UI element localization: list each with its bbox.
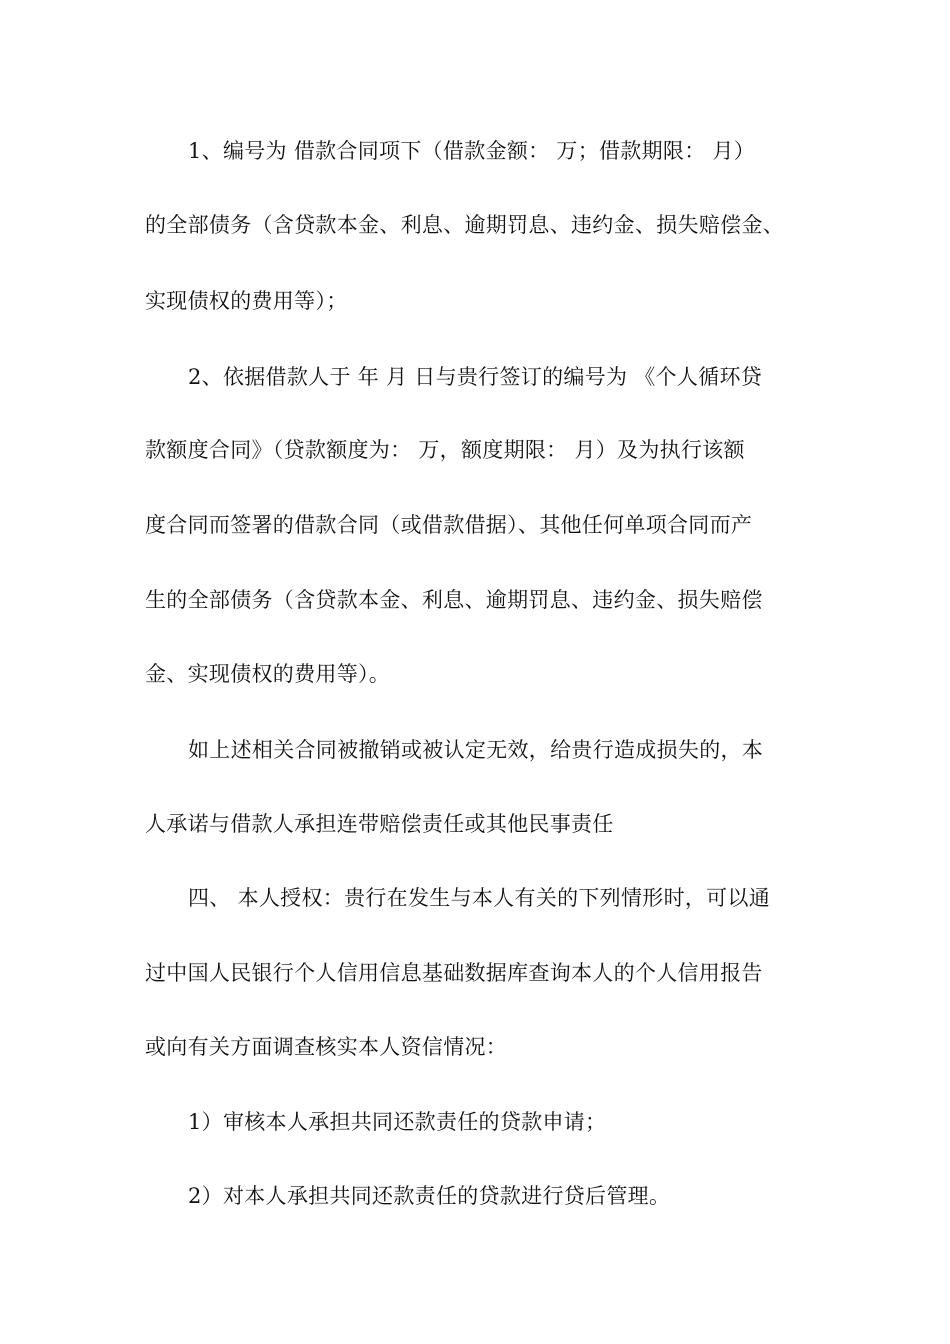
section-4-line-3: 或向有关方面调查核实本人资信情况： [145,1035,508,1059]
paragraph-2-line-3: 度合同而签署的借款合同（或借款借据）、其他任何单项合同而产 [145,513,753,537]
paragraph-1-line-3: 实现债权的费用等）； [145,289,348,313]
paragraph-3-line-1: 如上述相关合同被撤销或被认定无效，给贵行造成损失的，本 [188,738,764,762]
paragraph-2-line-2: 款额度合同》（贷款额度为： 万，额度期限： 月）及为执行该额 [145,438,745,462]
section-4-line-1: 四、 本人授权：贵行在发生与本人有关的下列情形时，可以通 [188,886,771,910]
paragraph-3-line-2: 人承诺与借款人承担连带赔偿责任或其他民事责任 [145,812,614,836]
paragraph-1-line-1: 1、编号为 借款合同项下（借款金额： 万；借款期限： 月） [188,139,756,163]
list-item-2: 2）对本人承担共同还款责任的贷款进行贷后管理。 [188,1184,671,1208]
section-4-line-2: 过中国人民银行个人信用信息基础数据库查询本人的个人信用报告 [145,961,763,985]
paragraph-2-line-5: 金、实现债权的费用等）。 [145,662,391,686]
paragraph-2-line-1: 2、依据借款人于 年 月 日与贵行签订的编号为 《个人循环贷 [188,365,763,389]
list-item-1: 1）审核本人承担共同还款责任的贷款申请； [188,1110,607,1134]
paragraph-1-line-2: 的全部债务（含贷款本金、利息、逾期罚息、违约金、损失赔偿金、 [145,213,784,237]
paragraph-2-line-4: 生的全部债务（含贷款本金、利息、逾期罚息、违约金、损失赔偿 [145,588,763,612]
